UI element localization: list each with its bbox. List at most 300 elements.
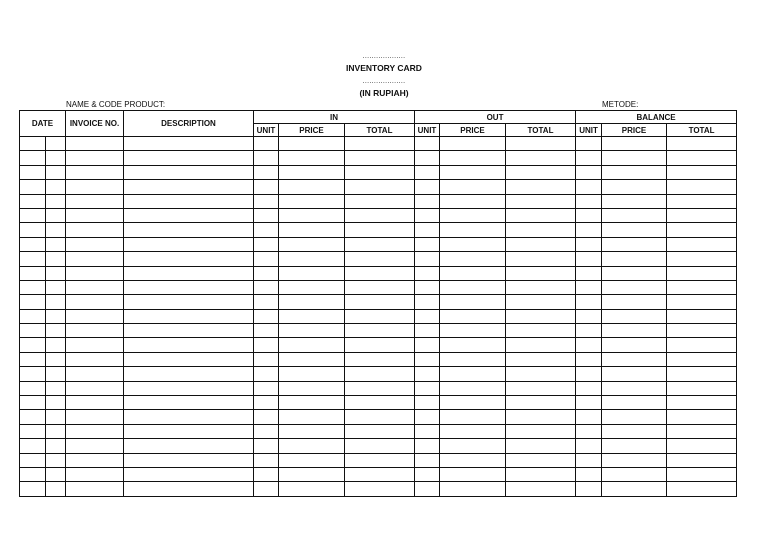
date-day-cell[interactable]: [20, 280, 46, 294]
description-cell[interactable]: [124, 309, 254, 323]
date-month-cell[interactable]: [46, 137, 66, 151]
out-unit-cell[interactable]: [415, 295, 440, 309]
in-total-cell[interactable]: [345, 309, 415, 323]
balance-total-cell[interactable]: [667, 439, 737, 453]
description-cell[interactable]: [124, 266, 254, 280]
balance-total-cell[interactable]: [667, 338, 737, 352]
description-cell[interactable]: [124, 194, 254, 208]
balance-price-cell[interactable]: [602, 223, 667, 237]
balance-unit-cell[interactable]: [576, 482, 602, 496]
out-price-cell[interactable]: [440, 424, 506, 438]
date-day-cell[interactable]: [20, 309, 46, 323]
in-total-cell[interactable]: [345, 223, 415, 237]
in-unit-cell[interactable]: [254, 252, 279, 266]
out-price-cell[interactable]: [440, 180, 506, 194]
date-month-cell[interactable]: [46, 165, 66, 179]
in-unit-cell[interactable]: [254, 280, 279, 294]
date-day-cell[interactable]: [20, 223, 46, 237]
out-total-cell[interactable]: [506, 137, 576, 151]
in-total-cell[interactable]: [345, 410, 415, 424]
invoice-cell[interactable]: [66, 482, 124, 496]
in-total-cell[interactable]: [345, 338, 415, 352]
date-day-cell[interactable]: [20, 482, 46, 496]
description-cell[interactable]: [124, 208, 254, 222]
balance-price-cell[interactable]: [602, 309, 667, 323]
balance-unit-cell[interactable]: [576, 467, 602, 481]
out-price-cell[interactable]: [440, 338, 506, 352]
out-total-cell[interactable]: [506, 309, 576, 323]
description-cell[interactable]: [124, 151, 254, 165]
in-unit-cell[interactable]: [254, 482, 279, 496]
out-total-cell[interactable]: [506, 223, 576, 237]
balance-total-cell[interactable]: [667, 266, 737, 280]
date-month-cell[interactable]: [46, 237, 66, 251]
out-unit-cell[interactable]: [415, 151, 440, 165]
invoice-cell[interactable]: [66, 266, 124, 280]
invoice-cell[interactable]: [66, 280, 124, 294]
in-price-cell[interactable]: [279, 295, 345, 309]
in-total-cell[interactable]: [345, 151, 415, 165]
in-total-cell[interactable]: [345, 137, 415, 151]
date-month-cell[interactable]: [46, 352, 66, 366]
out-unit-cell[interactable]: [415, 194, 440, 208]
invoice-cell[interactable]: [66, 180, 124, 194]
date-day-cell[interactable]: [20, 165, 46, 179]
balance-price-cell[interactable]: [602, 324, 667, 338]
balance-price-cell[interactable]: [602, 165, 667, 179]
in-total-cell[interactable]: [345, 367, 415, 381]
in-price-cell[interactable]: [279, 467, 345, 481]
invoice-cell[interactable]: [66, 410, 124, 424]
date-month-cell[interactable]: [46, 252, 66, 266]
in-price-cell[interactable]: [279, 338, 345, 352]
description-cell[interactable]: [124, 165, 254, 179]
description-cell[interactable]: [124, 410, 254, 424]
in-unit-cell[interactable]: [254, 324, 279, 338]
out-total-cell[interactable]: [506, 165, 576, 179]
out-total-cell[interactable]: [506, 453, 576, 467]
out-price-cell[interactable]: [440, 252, 506, 266]
date-day-cell[interactable]: [20, 467, 46, 481]
date-month-cell[interactable]: [46, 482, 66, 496]
in-price-cell[interactable]: [279, 180, 345, 194]
balance-total-cell[interactable]: [667, 165, 737, 179]
balance-total-cell[interactable]: [667, 280, 737, 294]
balance-unit-cell[interactable]: [576, 137, 602, 151]
date-month-cell[interactable]: [46, 367, 66, 381]
out-price-cell[interactable]: [440, 237, 506, 251]
in-unit-cell[interactable]: [254, 424, 279, 438]
out-price-cell[interactable]: [440, 482, 506, 496]
description-cell[interactable]: [124, 381, 254, 395]
out-unit-cell[interactable]: [415, 180, 440, 194]
description-cell[interactable]: [124, 295, 254, 309]
out-price-cell[interactable]: [440, 151, 506, 165]
in-price-cell[interactable]: [279, 381, 345, 395]
date-day-cell[interactable]: [20, 151, 46, 165]
balance-unit-cell[interactable]: [576, 237, 602, 251]
balance-price-cell[interactable]: [602, 338, 667, 352]
invoice-cell[interactable]: [66, 208, 124, 222]
date-month-cell[interactable]: [46, 467, 66, 481]
balance-price-cell[interactable]: [602, 467, 667, 481]
out-total-cell[interactable]: [506, 396, 576, 410]
in-unit-cell[interactable]: [254, 295, 279, 309]
in-total-cell[interactable]: [345, 295, 415, 309]
balance-price-cell[interactable]: [602, 137, 667, 151]
balance-price-cell[interactable]: [602, 396, 667, 410]
balance-unit-cell[interactable]: [576, 266, 602, 280]
out-total-cell[interactable]: [506, 482, 576, 496]
date-month-cell[interactable]: [46, 338, 66, 352]
out-unit-cell[interactable]: [415, 237, 440, 251]
in-price-cell[interactable]: [279, 266, 345, 280]
in-total-cell[interactable]: [345, 352, 415, 366]
balance-unit-cell[interactable]: [576, 252, 602, 266]
out-unit-cell[interactable]: [415, 410, 440, 424]
in-unit-cell[interactable]: [254, 453, 279, 467]
date-day-cell[interactable]: [20, 396, 46, 410]
description-cell[interactable]: [124, 352, 254, 366]
in-unit-cell[interactable]: [254, 194, 279, 208]
invoice-cell[interactable]: [66, 396, 124, 410]
out-total-cell[interactable]: [506, 381, 576, 395]
out-price-cell[interactable]: [440, 467, 506, 481]
balance-total-cell[interactable]: [667, 237, 737, 251]
in-price-cell[interactable]: [279, 194, 345, 208]
date-month-cell[interactable]: [46, 439, 66, 453]
date-day-cell[interactable]: [20, 381, 46, 395]
out-total-cell[interactable]: [506, 439, 576, 453]
balance-total-cell[interactable]: [667, 381, 737, 395]
balance-price-cell[interactable]: [602, 208, 667, 222]
date-month-cell[interactable]: [46, 180, 66, 194]
date-month-cell[interactable]: [46, 223, 66, 237]
out-unit-cell[interactable]: [415, 280, 440, 294]
out-total-cell[interactable]: [506, 194, 576, 208]
in-total-cell[interactable]: [345, 453, 415, 467]
out-unit-cell[interactable]: [415, 396, 440, 410]
balance-total-cell[interactable]: [667, 295, 737, 309]
balance-unit-cell[interactable]: [576, 352, 602, 366]
balance-price-cell[interactable]: [602, 439, 667, 453]
balance-unit-cell[interactable]: [576, 338, 602, 352]
out-unit-cell[interactable]: [415, 223, 440, 237]
description-cell[interactable]: [124, 439, 254, 453]
in-price-cell[interactable]: [279, 252, 345, 266]
in-unit-cell[interactable]: [254, 165, 279, 179]
out-total-cell[interactable]: [506, 180, 576, 194]
invoice-cell[interactable]: [66, 338, 124, 352]
balance-unit-cell[interactable]: [576, 223, 602, 237]
in-price-cell[interactable]: [279, 237, 345, 251]
balance-unit-cell[interactable]: [576, 396, 602, 410]
out-total-cell[interactable]: [506, 280, 576, 294]
out-unit-cell[interactable]: [415, 165, 440, 179]
date-month-cell[interactable]: [46, 295, 66, 309]
in-price-cell[interactable]: [279, 424, 345, 438]
balance-price-cell[interactable]: [602, 482, 667, 496]
out-price-cell[interactable]: [440, 223, 506, 237]
invoice-cell[interactable]: [66, 381, 124, 395]
invoice-cell[interactable]: [66, 165, 124, 179]
in-unit-cell[interactable]: [254, 151, 279, 165]
in-total-cell[interactable]: [345, 482, 415, 496]
date-day-cell[interactable]: [20, 439, 46, 453]
out-price-cell[interactable]: [440, 396, 506, 410]
out-unit-cell[interactable]: [415, 352, 440, 366]
date-month-cell[interactable]: [46, 266, 66, 280]
balance-price-cell[interactable]: [602, 295, 667, 309]
balance-price-cell[interactable]: [602, 352, 667, 366]
balance-price-cell[interactable]: [602, 453, 667, 467]
balance-unit-cell[interactable]: [576, 280, 602, 294]
date-day-cell[interactable]: [20, 338, 46, 352]
invoice-cell[interactable]: [66, 352, 124, 366]
in-unit-cell[interactable]: [254, 338, 279, 352]
balance-total-cell[interactable]: [667, 208, 737, 222]
in-unit-cell[interactable]: [254, 352, 279, 366]
balance-price-cell[interactable]: [602, 180, 667, 194]
in-unit-cell[interactable]: [254, 410, 279, 424]
invoice-cell[interactable]: [66, 295, 124, 309]
balance-price-cell[interactable]: [602, 381, 667, 395]
out-price-cell[interactable]: [440, 439, 506, 453]
balance-total-cell[interactable]: [667, 324, 737, 338]
in-total-cell[interactable]: [345, 208, 415, 222]
in-unit-cell[interactable]: [254, 467, 279, 481]
date-day-cell[interactable]: [20, 352, 46, 366]
in-total-cell[interactable]: [345, 439, 415, 453]
in-unit-cell[interactable]: [254, 180, 279, 194]
balance-unit-cell[interactable]: [576, 410, 602, 424]
description-cell[interactable]: [124, 467, 254, 481]
out-total-cell[interactable]: [506, 295, 576, 309]
out-unit-cell[interactable]: [415, 381, 440, 395]
out-total-cell[interactable]: [506, 324, 576, 338]
balance-price-cell[interactable]: [602, 151, 667, 165]
out-price-cell[interactable]: [440, 410, 506, 424]
in-price-cell[interactable]: [279, 482, 345, 496]
out-price-cell[interactable]: [440, 137, 506, 151]
balance-unit-cell[interactable]: [576, 324, 602, 338]
balance-price-cell[interactable]: [602, 252, 667, 266]
date-month-cell[interactable]: [46, 208, 66, 222]
out-unit-cell[interactable]: [415, 266, 440, 280]
description-cell[interactable]: [124, 137, 254, 151]
in-unit-cell[interactable]: [254, 367, 279, 381]
in-price-cell[interactable]: [279, 410, 345, 424]
out-unit-cell[interactable]: [415, 309, 440, 323]
balance-price-cell[interactable]: [602, 410, 667, 424]
description-cell[interactable]: [124, 324, 254, 338]
balance-price-cell[interactable]: [602, 367, 667, 381]
description-cell[interactable]: [124, 252, 254, 266]
balance-total-cell[interactable]: [667, 396, 737, 410]
out-total-cell[interactable]: [506, 410, 576, 424]
in-total-cell[interactable]: [345, 266, 415, 280]
date-month-cell[interactable]: [46, 280, 66, 294]
invoice-cell[interactable]: [66, 367, 124, 381]
out-total-cell[interactable]: [506, 237, 576, 251]
out-price-cell[interactable]: [440, 280, 506, 294]
in-total-cell[interactable]: [345, 424, 415, 438]
in-total-cell[interactable]: [345, 396, 415, 410]
in-total-cell[interactable]: [345, 280, 415, 294]
out-price-cell[interactable]: [440, 381, 506, 395]
invoice-cell[interactable]: [66, 151, 124, 165]
balance-total-cell[interactable]: [667, 151, 737, 165]
invoice-cell[interactable]: [66, 237, 124, 251]
date-month-cell[interactable]: [46, 324, 66, 338]
balance-total-cell[interactable]: [667, 194, 737, 208]
in-unit-cell[interactable]: [254, 208, 279, 222]
balance-total-cell[interactable]: [667, 180, 737, 194]
out-total-cell[interactable]: [506, 252, 576, 266]
out-unit-cell[interactable]: [415, 137, 440, 151]
in-price-cell[interactable]: [279, 208, 345, 222]
description-cell[interactable]: [124, 482, 254, 496]
invoice-cell[interactable]: [66, 252, 124, 266]
invoice-cell[interactable]: [66, 439, 124, 453]
description-cell[interactable]: [124, 453, 254, 467]
description-cell[interactable]: [124, 396, 254, 410]
description-cell[interactable]: [124, 367, 254, 381]
date-day-cell[interactable]: [20, 367, 46, 381]
date-day-cell[interactable]: [20, 208, 46, 222]
date-month-cell[interactable]: [46, 194, 66, 208]
out-total-cell[interactable]: [506, 467, 576, 481]
in-unit-cell[interactable]: [254, 439, 279, 453]
in-total-cell[interactable]: [345, 381, 415, 395]
in-unit-cell[interactable]: [254, 223, 279, 237]
in-total-cell[interactable]: [345, 165, 415, 179]
balance-price-cell[interactable]: [602, 266, 667, 280]
balance-unit-cell[interactable]: [576, 165, 602, 179]
in-price-cell[interactable]: [279, 309, 345, 323]
out-total-cell[interactable]: [506, 338, 576, 352]
date-day-cell[interactable]: [20, 324, 46, 338]
invoice-cell[interactable]: [66, 194, 124, 208]
in-price-cell[interactable]: [279, 165, 345, 179]
out-price-cell[interactable]: [440, 309, 506, 323]
balance-total-cell[interactable]: [667, 482, 737, 496]
out-unit-cell[interactable]: [415, 208, 440, 222]
balance-total-cell[interactable]: [667, 223, 737, 237]
out-unit-cell[interactable]: [415, 338, 440, 352]
in-total-cell[interactable]: [345, 467, 415, 481]
in-price-cell[interactable]: [279, 352, 345, 366]
description-cell[interactable]: [124, 424, 254, 438]
in-unit-cell[interactable]: [254, 309, 279, 323]
in-total-cell[interactable]: [345, 324, 415, 338]
date-month-cell[interactable]: [46, 424, 66, 438]
out-unit-cell[interactable]: [415, 467, 440, 481]
balance-price-cell[interactable]: [602, 237, 667, 251]
date-day-cell[interactable]: [20, 266, 46, 280]
out-unit-cell[interactable]: [415, 367, 440, 381]
description-cell[interactable]: [124, 223, 254, 237]
out-price-cell[interactable]: [440, 266, 506, 280]
date-month-cell[interactable]: [46, 309, 66, 323]
in-total-cell[interactable]: [345, 237, 415, 251]
balance-price-cell[interactable]: [602, 280, 667, 294]
in-price-cell[interactable]: [279, 280, 345, 294]
out-total-cell[interactable]: [506, 367, 576, 381]
out-total-cell[interactable]: [506, 424, 576, 438]
date-day-cell[interactable]: [20, 453, 46, 467]
out-total-cell[interactable]: [506, 208, 576, 222]
in-price-cell[interactable]: [279, 324, 345, 338]
in-price-cell[interactable]: [279, 151, 345, 165]
in-unit-cell[interactable]: [254, 396, 279, 410]
out-price-cell[interactable]: [440, 208, 506, 222]
out-price-cell[interactable]: [440, 295, 506, 309]
in-price-cell[interactable]: [279, 367, 345, 381]
out-total-cell[interactable]: [506, 266, 576, 280]
balance-unit-cell[interactable]: [576, 151, 602, 165]
out-total-cell[interactable]: [506, 352, 576, 366]
date-month-cell[interactable]: [46, 381, 66, 395]
balance-total-cell[interactable]: [667, 252, 737, 266]
in-total-cell[interactable]: [345, 180, 415, 194]
date-month-cell[interactable]: [46, 453, 66, 467]
description-cell[interactable]: [124, 280, 254, 294]
out-unit-cell[interactable]: [415, 482, 440, 496]
out-price-cell[interactable]: [440, 194, 506, 208]
in-unit-cell[interactable]: [254, 137, 279, 151]
balance-total-cell[interactable]: [667, 137, 737, 151]
date-day-cell[interactable]: [20, 295, 46, 309]
balance-price-cell[interactable]: [602, 194, 667, 208]
invoice-cell[interactable]: [66, 324, 124, 338]
balance-unit-cell[interactable]: [576, 180, 602, 194]
invoice-cell[interactable]: [66, 223, 124, 237]
in-price-cell[interactable]: [279, 396, 345, 410]
out-unit-cell[interactable]: [415, 324, 440, 338]
in-total-cell[interactable]: [345, 252, 415, 266]
in-unit-cell[interactable]: [254, 237, 279, 251]
date-day-cell[interactable]: [20, 410, 46, 424]
invoice-cell[interactable]: [66, 137, 124, 151]
date-month-cell[interactable]: [46, 396, 66, 410]
invoice-cell[interactable]: [66, 424, 124, 438]
description-cell[interactable]: [124, 180, 254, 194]
date-day-cell[interactable]: [20, 137, 46, 151]
out-price-cell[interactable]: [440, 352, 506, 366]
date-day-cell[interactable]: [20, 180, 46, 194]
balance-total-cell[interactable]: [667, 453, 737, 467]
balance-total-cell[interactable]: [667, 410, 737, 424]
out-total-cell[interactable]: [506, 151, 576, 165]
out-unit-cell[interactable]: [415, 453, 440, 467]
in-total-cell[interactable]: [345, 194, 415, 208]
balance-unit-cell[interactable]: [576, 453, 602, 467]
balance-unit-cell[interactable]: [576, 424, 602, 438]
balance-total-cell[interactable]: [667, 467, 737, 481]
in-price-cell[interactable]: [279, 453, 345, 467]
date-day-cell[interactable]: [20, 424, 46, 438]
invoice-cell[interactable]: [66, 467, 124, 481]
date-day-cell[interactable]: [20, 194, 46, 208]
balance-unit-cell[interactable]: [576, 439, 602, 453]
invoice-cell[interactable]: [66, 309, 124, 323]
balance-unit-cell[interactable]: [576, 309, 602, 323]
description-cell[interactable]: [124, 338, 254, 352]
out-price-cell[interactable]: [440, 453, 506, 467]
date-month-cell[interactable]: [46, 410, 66, 424]
in-price-cell[interactable]: [279, 439, 345, 453]
